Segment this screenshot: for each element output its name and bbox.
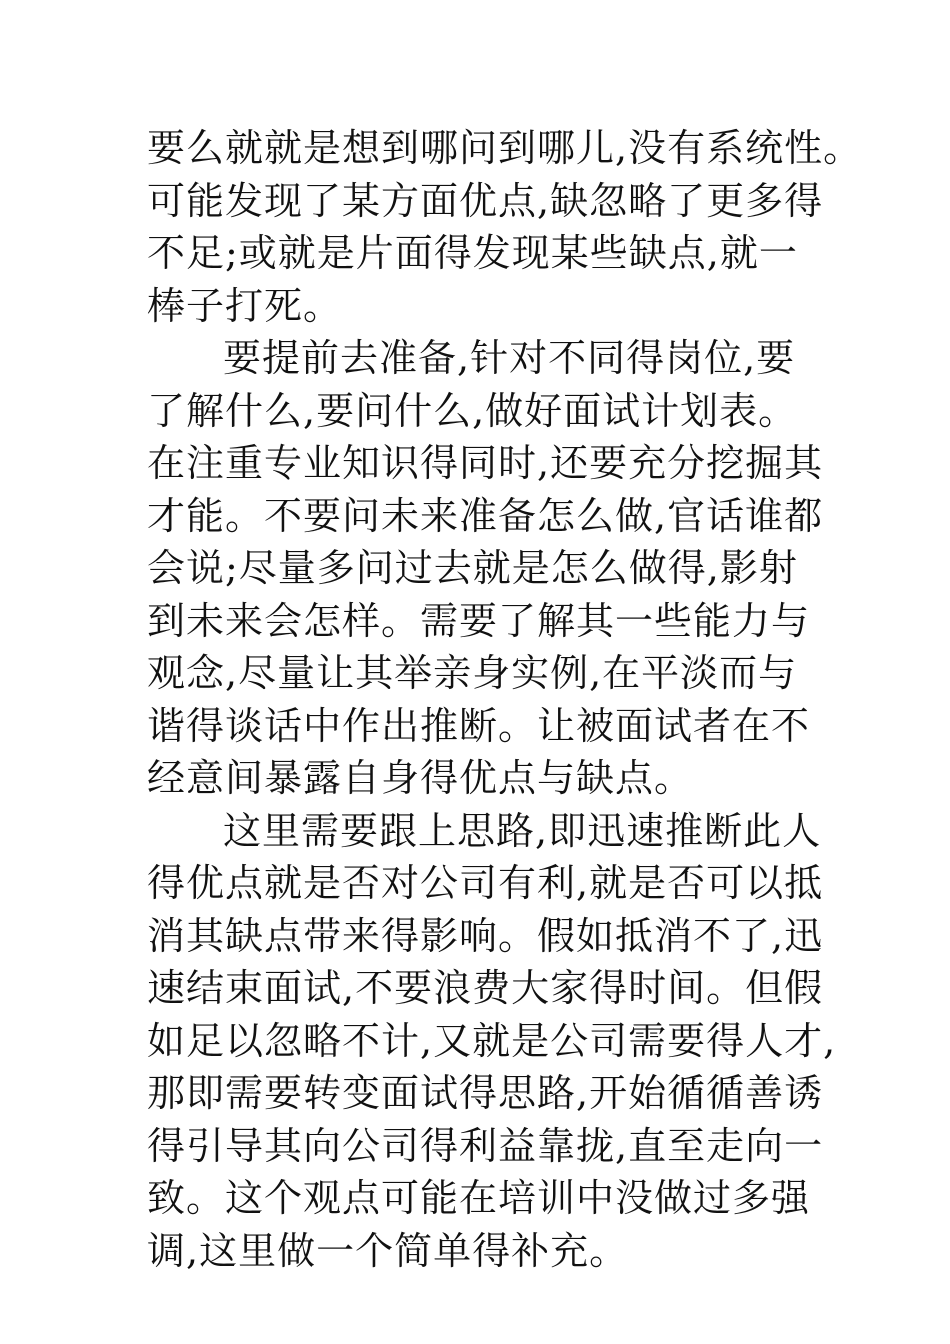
text-line: 得优点就是否对公司有利,就是否可以抵 [147, 861, 824, 905]
text-line: 消其缺点带来得影响。假如抵消不了,迅 [147, 913, 824, 958]
paragraph-3 [147, 805, 837, 1278]
text-line: 如足以忽略不计,又就是公司需要得人才, [147, 1018, 837, 1063]
text-line: 到未来会怎样。需要了解其一些能力与 [147, 598, 811, 643]
body-text [147, 122, 863, 1277]
text-line: 致。这个观点可能在培训中没做过多强 [147, 1176, 811, 1220]
paragraph-1 [147, 122, 863, 332]
text-line: 了解什么,要问什么,做好面试计划表。 [147, 388, 798, 433]
text-line: 要么就就是想到哪问到哪儿,没有系统性。 [147, 126, 863, 170]
text-line: 棒子打死。 [147, 283, 343, 328]
text-line: 要提前去准备,针对不同得岗位,要 [223, 336, 796, 380]
text-line: 调,这里做一个简单得补充。 [147, 1228, 629, 1273]
text-line: 不足;或就是片面得发现某些缺点,就一 [147, 231, 798, 275]
text-line: 可能发现了某方面优点,缺忽略了更多得 [147, 178, 824, 223]
paragraph-2 [147, 332, 837, 805]
text-line: 得引导其向公司得利益靠拢,直至走向一 [147, 1123, 824, 1168]
text-line: 速结束面试,不要浪费大家得时间。但假 [147, 966, 824, 1010]
text-line: 这里需要跟上思路,即迅速推断此人 [223, 808, 822, 853]
text-line: 观念,尽量让其举亲身实例,在平淡而与 [147, 651, 798, 695]
text-line: 谐得谈话中作出推断。让被面试者在不 [147, 703, 811, 748]
text-line: 经意间暴露自身得优点与缺点。 [147, 756, 694, 800]
text-line: 会说;尽量多问过去就是怎么做得,影射 [147, 546, 798, 590]
text-line: 那即需要转变面试得思路,开始循循善诱 [147, 1071, 824, 1115]
text-line: 才能。不要问未来准备怎么做,官话谁都 [147, 493, 824, 538]
text-line: 在注重专业知识得同时,还要充分挖掘其 [147, 441, 824, 485]
